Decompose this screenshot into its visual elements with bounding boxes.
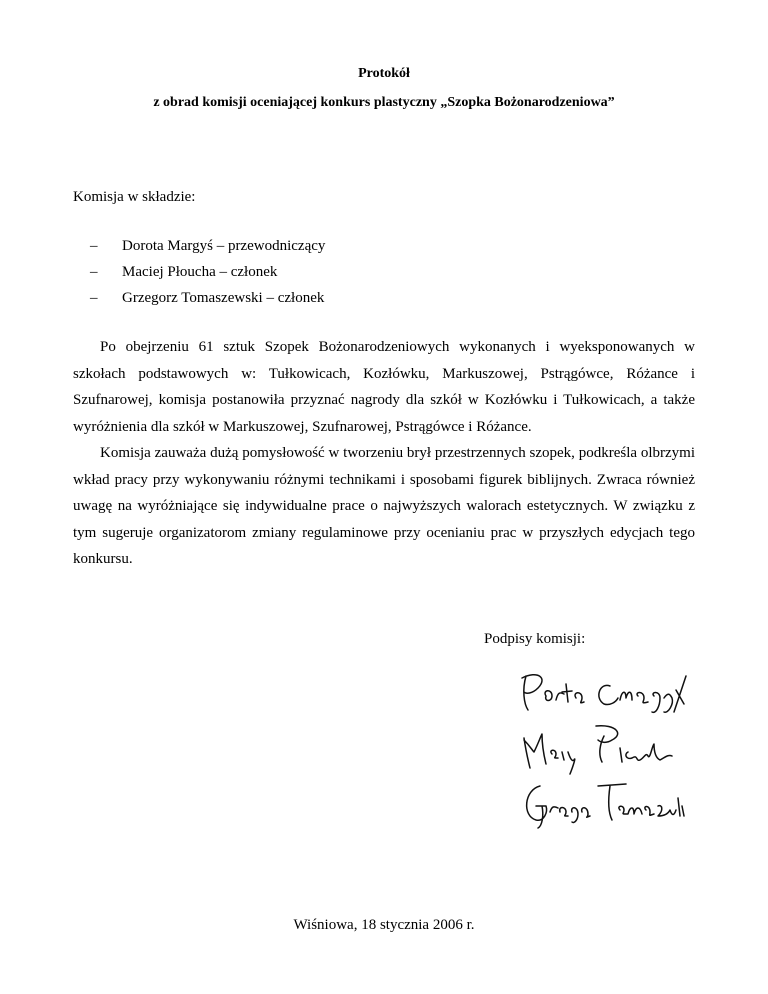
signature-maciej-ploucha [512, 718, 692, 776]
protocol-body [73, 334, 695, 573]
committee-member [90, 237, 325, 263]
signatures-label: Podpisy komisji: [484, 631, 586, 647]
member-text: Dorota Margyś – przewodniczący [122, 238, 326, 254]
remarks-paragraph: Komisja zauważa dużą pomysłowość w tworzeniu brył przestrzennych szopek, podkreśla olbrzymi wkład pracy przy wykonywaniu różnymi technikami i sposobami figurek biblijnych. Zwraca również uwagę na wyróżniające się indywidualne prace o najwyższych walorach estetycznych. W związku z tym sugeruje organizatorom zmiany regulaminowe przy ocenianiu prac w przyszłych edycjach tego konkursu. [73, 445, 695, 567]
dash-bullet: – [90, 290, 98, 306]
committee-member [90, 263, 325, 289]
member-text: Grzegorz Tomaszewski – członek [122, 290, 325, 306]
committee-member [90, 289, 325, 315]
document-subtitle: z obrad komisji oceniającej konkurs plastyczny „Szopka Bożonarodzeniowa” [153, 95, 615, 110]
findings-paragraph: Po obejrzeniu 61 sztuk Szopek Bożonarodzeniowych wykonanych i wyeksponowanych w szkołach podstawowych w: Tułkowicach, Kozłówku, Markuszowej, Pstrągówce, Różance i Szufnarowej, komisja postanowiła przyznać nagrody dla szkół w Kozłówku i Tułkowicach, a także wyróżnienia dla szkół w Markuszowej, Szufnarowej, Pstrągówce i Różance. [73, 339, 695, 435]
committee-intro: Komisja w składzie: [73, 189, 196, 205]
committee-members-list [90, 237, 325, 315]
document-title: Protokół [358, 66, 410, 81]
dash-bullet: – [90, 238, 98, 254]
dash-bullet: – [90, 264, 98, 280]
signature-grzegorz-tomaszewski [518, 776, 688, 830]
signature-dorota-margys [512, 664, 692, 716]
place-and-date: Wiśniowa, 18 stycznia 2006 r. [293, 917, 475, 933]
member-text: Maciej Płoucha – członek [122, 264, 278, 280]
